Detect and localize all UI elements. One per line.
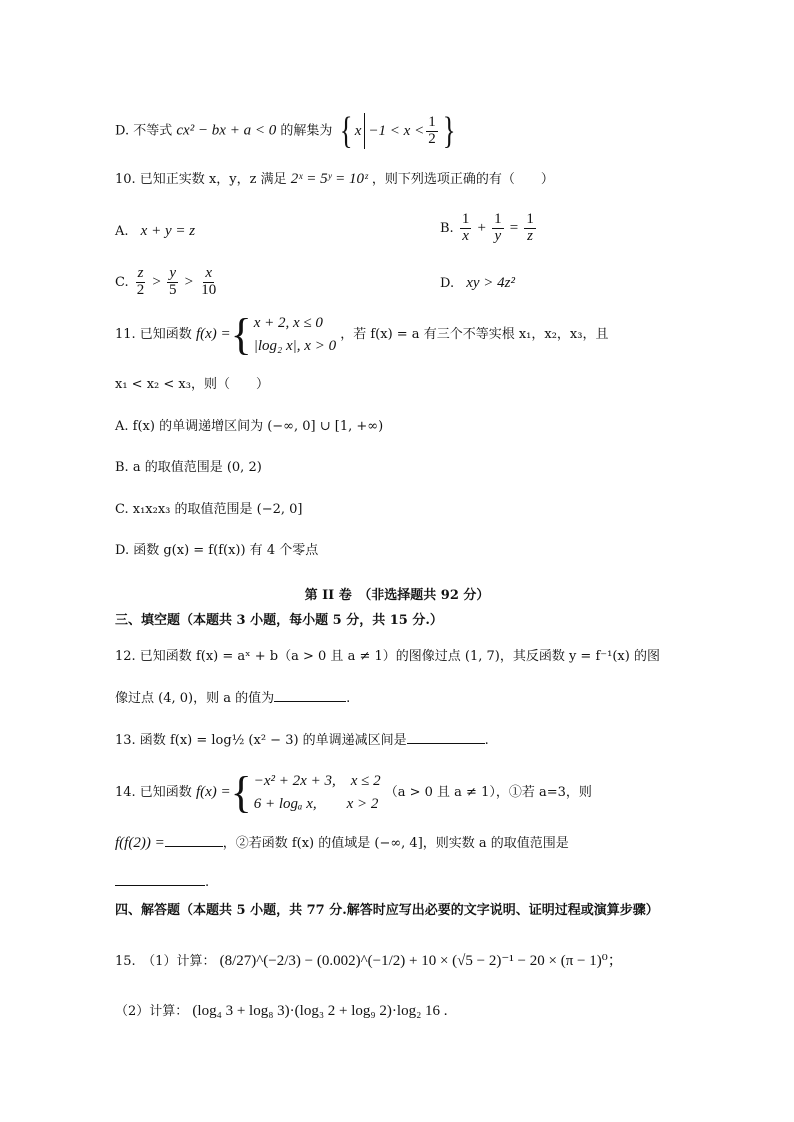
q11-option-d: D. 函数 g(x) = f(f(x)) 有 4 个零点 [115, 543, 319, 558]
q14-line2 [115, 836, 569, 851]
q13-end: . [484, 733, 489, 748]
q10-option-a [115, 224, 195, 239]
q9-optd-expr: cx² − bx + a < 0 [176, 122, 277, 139]
q14-row1: −x² + 2x + 3, x ≤ 2 [253, 773, 381, 789]
q14-stem-b: （a > 0 且 a ≠ 1），①若 a=3，则 [384, 785, 592, 800]
q10-stem [115, 172, 554, 187]
q14-answer-blank-2[interactable] [115, 885, 205, 886]
q10-stem-a: 10. 已知正实数 x，y，z 满足 [115, 172, 291, 187]
q14-row2: 6 + logₐ x, x > 2 [253, 795, 379, 812]
q10-b-frac2: $\frac{1}{y}$ [494, 211, 502, 244]
set-var: x [354, 122, 362, 139]
section2-title: 第 II 卷 （非选择题共 92 分） [304, 588, 490, 603]
q10-c-frac1: $\frac{z}{2}$ [136, 265, 145, 298]
q15-part2 [115, 1004, 448, 1019]
q11-row2: |log₂ x|, x > 0 [253, 337, 337, 354]
q11-stem [115, 309, 609, 359]
q10-c-frac3: $\frac{x}{10}$ [201, 265, 217, 298]
q10-d-expr: xy > 4z² [466, 275, 516, 291]
q13-line [115, 734, 489, 747]
set-frac: $\frac{1}{2}$ [428, 113, 436, 147]
q15-p1-expr: (8/27)^(−2/3) − (0.002)^(−1/2) + 10 × (√5 − 2)⁻¹ − 20 × (π − 1)⁰； [219, 953, 623, 969]
q14-answer-blank-1[interactable] [165, 846, 223, 847]
q10-b-frac1: $\frac{1}{x}$ [461, 211, 470, 244]
set-cond: −1 < x < [368, 122, 425, 139]
q12-line1: 12. 已知函数 f(x) = aˣ + b（a > 0 且 a ≠ 1）的图像过点 (1, 7)，其反函数 y = f⁻¹(x) 的图 [115, 649, 660, 664]
q10-c-frac2: $\frac{y}{5}$ [169, 265, 177, 298]
q11-stem-c: x₁ < x₂ < x₃，则（ ） [115, 377, 269, 392]
q9-optd-mid: 的解集为 [280, 123, 333, 139]
q10-a-label: A. [115, 224, 129, 239]
q14-piecewise: f(x) = { −x² + 2x + 3, x ≤ 2 6 + logₐ x, x > 2 [195, 767, 381, 817]
q12-line2 [115, 692, 350, 705]
q12-line2-text: 像过点 (4, 0)，则 a 的值为 [115, 691, 275, 706]
q10-option-d [440, 276, 515, 291]
q9-solution-set: { x −1 < x < $\frac{1}{2}$ } [339, 110, 456, 152]
q15-p1-label: 15. （1）计算： [115, 954, 216, 969]
q12-answer-blank[interactable] [274, 701, 346, 702]
q11-func: f(x) = [195, 326, 231, 342]
q14-end: . [205, 875, 210, 890]
q11-stem-b: ，若 f(x) = a 有三个不等实根 x₁，x₂，x₃，且 [340, 327, 609, 342]
q14-stem [115, 767, 592, 817]
q10-d-label: D. [440, 276, 455, 291]
q10-stem-expr: 2ˣ = 5ʸ = 10ᶻ [290, 171, 368, 187]
q14-line3 [115, 876, 209, 889]
q11-option-c: C. x₁x₂x₃ 的取值范围是 (−2, 0] [115, 502, 303, 517]
q10-option-b: B. $\frac{1}{x}$ + $\frac{1}{y}$ = $\frac{1}{z}$ [440, 211, 534, 244]
q13-text: 13. 函数 f(x) = log½ (x² − 3) 的单调递减区间是 [115, 733, 407, 748]
q14-stem-a: 14. 已知函数 [115, 785, 196, 800]
q11-option-b: B. a 的取值范围是 (0, 2) [115, 460, 262, 475]
q12-end: . [346, 691, 351, 706]
q15-p2-expr: (log₄ 3 + log₈ 3)·(log₃ 2 + log₉ 2)·log₂ 16 . [192, 1003, 448, 1019]
q10-stem-b: ，则下列选项正确的有（ ） [371, 172, 554, 187]
q10-c-label: C. [115, 274, 129, 290]
q15-p2-label: （2）计算： [115, 1004, 189, 1019]
q14-line2b: ，②若函数 f(x) 的值域是 (−∞, 4]，则实数 a 的取值范围是 [222, 836, 569, 851]
section3-title: 三、填空题（本题共 3 小题，每小题 5 分，共 15 分.） [115, 613, 443, 628]
q14-func: f(x) = [195, 784, 231, 800]
q15-part1 [115, 954, 623, 969]
q9-option-d [115, 112, 458, 150]
q10-b-label: B. [440, 220, 454, 236]
q14-ff2: f(f(2)) = [115, 835, 165, 851]
q11-piecewise: f(x) = { x + 2, x ≤ 0 |log₂ x|, x > 0 [195, 309, 337, 359]
q10-a-expr: x + y = z [140, 223, 196, 239]
q10-b-frac3: $\frac{1}{z}$ [526, 211, 534, 244]
section4-title: 四、解答题（本题共 5 小题，共 77 分.解答时应写出必要的文字说明、证明过程或演算步骤） [115, 903, 659, 918]
q13-answer-blank[interactable] [407, 743, 485, 744]
q11-stem-a: 11. 已知函数 [115, 327, 196, 342]
q9-optd-label: D. 不等式 [115, 123, 173, 139]
q11-row1: x + 2, x ≤ 0 [253, 315, 323, 331]
q10-option-c: C. $\frac{z}{2}$ > $\frac{y}{5}$ > $\frac{x}{10}$ [115, 265, 217, 298]
q11-option-a: A. f(x) 的单调递增区间为 (−∞, 0] ∪ [1, +∞) [115, 419, 384, 434]
